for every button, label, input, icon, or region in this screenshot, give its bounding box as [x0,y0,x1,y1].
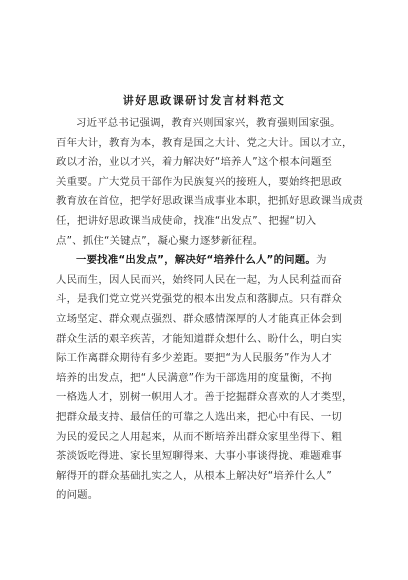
paragraph-1-line-7: 点”、抓住“关键点”，凝心聚力逐梦新征程。 [56,234,264,247]
paragraph-1-line-2: 百年大计，教育为本，教育是国之大计、党之大计。国以才立， [56,136,353,149]
paragraph-2-line-1: 人民而生，因人民而兴，始终同人民在一起，为人民利益而奋 [56,273,342,286]
paragraph-2-line-10: 茶淡饭吃得进、家长里短聊得来、大事小事谈得拢、难题难事 [56,450,342,463]
section-heading: 一要找准“出发点”，解决好“培养什么人”的问题。 [76,254,316,267]
paragraph-1-line-4: 关重要。广大党员干部作为民族复兴的接班人，要始终把思政 [56,175,342,188]
document-body [56,114,364,506]
paragraph-2-line-2: 斗，是我们党立党兴党强党的根本出发点和落脚点。只有群众 [56,293,342,306]
paragraph-2-line-11: 解得开的群众基础扎实之人，从根本上解决好“培养什么人” [56,469,332,482]
paragraph-1-line-5: 教育放在首位，把学好思政课当成事业本职，把抓好思政课当成责 [56,195,364,208]
paragraph-2-line-9: 为民的爱民之人用起来，从而不断培养出群众家里坐得下、粗 [56,430,342,443]
paragraph-2-line-5: 际工作离群众期待有多少差距。要把“为人民服务”作为人才 [56,352,332,365]
paragraph-2-line-7: 一格选人才，别树一帜用人才。善于挖掘群众喜欢的人才类型， [56,391,353,404]
paragraph-2-line-12: 的问题。 [56,489,99,502]
paragraph-2-line-4: 群众生活的艰辛疾苦，才能知道群众想什么、盼什么，明白实 [56,332,342,345]
paragraph-2-line-8: 把群众最支持、最信任的可靠之人选出来，把心中有民、一切 [56,410,342,423]
paragraph-1-line-1: 习近平总书记强调，教育兴则国家兴，教育强则国家强。 [76,117,341,129]
paragraph-2-line-3: 立场坚定、群众观点强烈、群众感情深厚的人才能真正体会到 [56,312,342,325]
paragraph-2-lead-line [56,251,356,271]
paragraph-1-line-3: 政以才治，业以才兴，着力解决好“培养人”这个根本问题至 [56,156,332,169]
paragraph-1-line-6: 任，把讲好思政课当成使命，找准“出发点”、把握“切入 [56,214,317,227]
paragraph-2-lead-tail: 为 [315,254,327,267]
paragraph-2-line-6: 培养的出发点，把“人民满意”作为干部选用的度量衡，不拘 [56,371,332,384]
document-title: 讲好思政课研讨发言材料范文 [122,94,286,107]
